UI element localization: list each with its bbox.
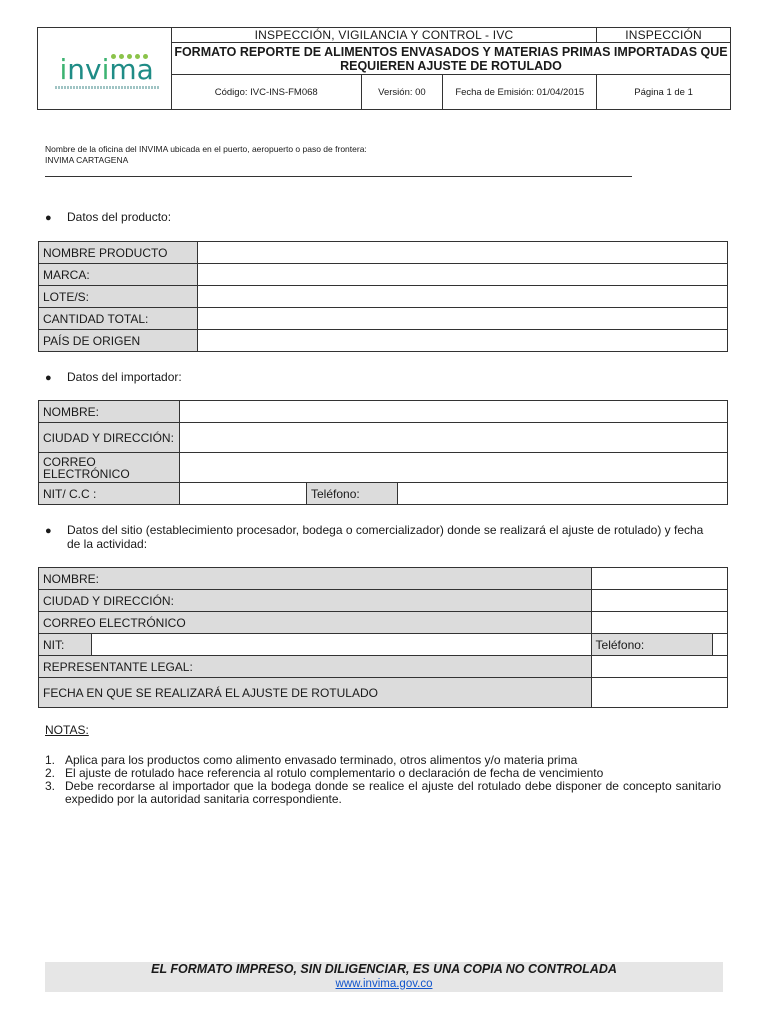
producto-table [38, 241, 728, 352]
importador-ciudad-label: CIUDAD Y DIRECCIÓN: [39, 423, 180, 453]
notas-list [45, 754, 721, 806]
importador-nit-field[interactable] [180, 483, 307, 505]
sitio-nombre-label: NOMBRE: [39, 568, 592, 590]
bullet-icon: ● [45, 212, 52, 224]
sitio-table [38, 567, 728, 708]
logo-wordmark: invima [59, 52, 154, 86]
bullet-icon: ● [45, 372, 52, 384]
sitio-telefono-label: Teléfono: [591, 634, 712, 656]
nota-item: 1. Aplica para los productos como alimento envasado terminado, otros alimentos y/o materia prima [45, 753, 578, 767]
sitio-heading: ● Datos del sitio (establecimiento procesador, bodega o comercializador) donde se realizará el ajuste de rotulado) y fecha de la actividad: [45, 523, 704, 551]
sitio-fecha-field[interactable] [591, 678, 727, 708]
form-code: Código: IVC-INS-FM068 [171, 75, 361, 110]
producto-label: MARCA: [39, 264, 198, 286]
header-area: INSPECCIÓN, VIGILANCIA Y CONTROL - IVC [171, 28, 596, 43]
importador-ciudad-field[interactable] [180, 423, 728, 453]
sitio-correo-label: CORREO ELECTRÓNICO [39, 612, 592, 634]
producto-field[interactable] [198, 330, 728, 352]
producto-field[interactable] [198, 308, 728, 330]
bullet-icon: ● [45, 525, 52, 537]
importador-telefono-field[interactable] [398, 483, 728, 505]
importador-heading: ● Datos del importador: [45, 370, 182, 384]
office-block [45, 144, 367, 166]
producto-label: PAÍS DE ORIGEN [39, 330, 198, 352]
sitio-ciudad-label: CIUDAD Y DIRECCIÓN: [39, 590, 592, 612]
importador-correo-field[interactable] [180, 453, 728, 483]
nota-item: 2. El ajuste de rotulado hace referencia al rotulo complementario o declaración de fecha de vencimiento [45, 766, 604, 780]
sitio-ciudad-field[interactable] [591, 590, 727, 612]
logo-tagline-mark [55, 86, 159, 89]
sitio-fecha-label: FECHA EN QUE SE REALIZARÁ EL AJUSTE DE ROTULADO [39, 678, 592, 708]
importador-table [38, 400, 728, 505]
importador-correo-label: CORREO ELECTRÓNICO [39, 453, 180, 483]
sitio-nombre-field[interactable] [591, 568, 727, 590]
footer [45, 962, 723, 992]
importador-telefono-label: Teléfono: [307, 483, 398, 505]
sitio-nit-field[interactable] [92, 634, 592, 656]
sitio-representante-label: REPRESENTANTE LEGAL: [39, 656, 592, 678]
footer-link[interactable]: www.invima.gov.co [335, 978, 433, 990]
producto-field[interactable] [198, 286, 728, 308]
office-value[interactable]: INVIMA CARTAGENA [45, 155, 129, 165]
office-underline [45, 176, 632, 177]
form-emission-date: Fecha de Emisión: 01/04/2015 [443, 75, 597, 110]
importador-nombre-label: NOMBRE: [39, 401, 180, 423]
office-label: Nombre de la oficina del INVIMA ubicada en el puerto, aeropuerto o paso de frontera: [45, 144, 367, 154]
invima-logo [49, 44, 159, 94]
header-process: INSPECCIÓN [597, 28, 731, 43]
notas-title: NOTAS: [45, 723, 89, 737]
importador-nombre-field[interactable] [180, 401, 728, 423]
sitio-telefono-field[interactable] [712, 634, 727, 656]
nota-item: 3. Debe recordarse al importador que la bodega donde se realice el ajuste del rotulado debe disponer de concepto sanitario expedido por la autoridad sanitaria correspondiente. [45, 779, 721, 806]
importador-nit-label: NIT/ C.C : [39, 483, 180, 505]
sitio-representante-field[interactable] [591, 656, 727, 678]
producto-field[interactable] [198, 264, 728, 286]
sitio-nit-label: NIT: [39, 634, 92, 656]
footer-disclaimer: EL FORMATO IMPRESO, SIN DILIGENCIAR, ES UNA COPIA NO CONTROLADA [151, 962, 617, 976]
producto-label: NOMBRE PRODUCTO [39, 242, 198, 264]
producto-field[interactable] [198, 242, 728, 264]
form-title: FORMATO REPORTE DE ALIMENTOS ENVASADOS Y MATERIAS PRIMAS IMPORTADAS QUE REQUIEREN AJUSTE DE ROTULADO [171, 43, 730, 75]
producto-heading: ● Datos del producto: [45, 210, 172, 224]
producto-label: LOTE/S: [39, 286, 198, 308]
sitio-correo-field[interactable] [591, 612, 727, 634]
document-header [37, 27, 731, 110]
form-version: Versión: 00 [361, 75, 443, 110]
producto-label: CANTIDAD TOTAL: [39, 308, 198, 330]
form-page: Página 1 de 1 [597, 75, 731, 110]
logo-cell [38, 28, 172, 110]
